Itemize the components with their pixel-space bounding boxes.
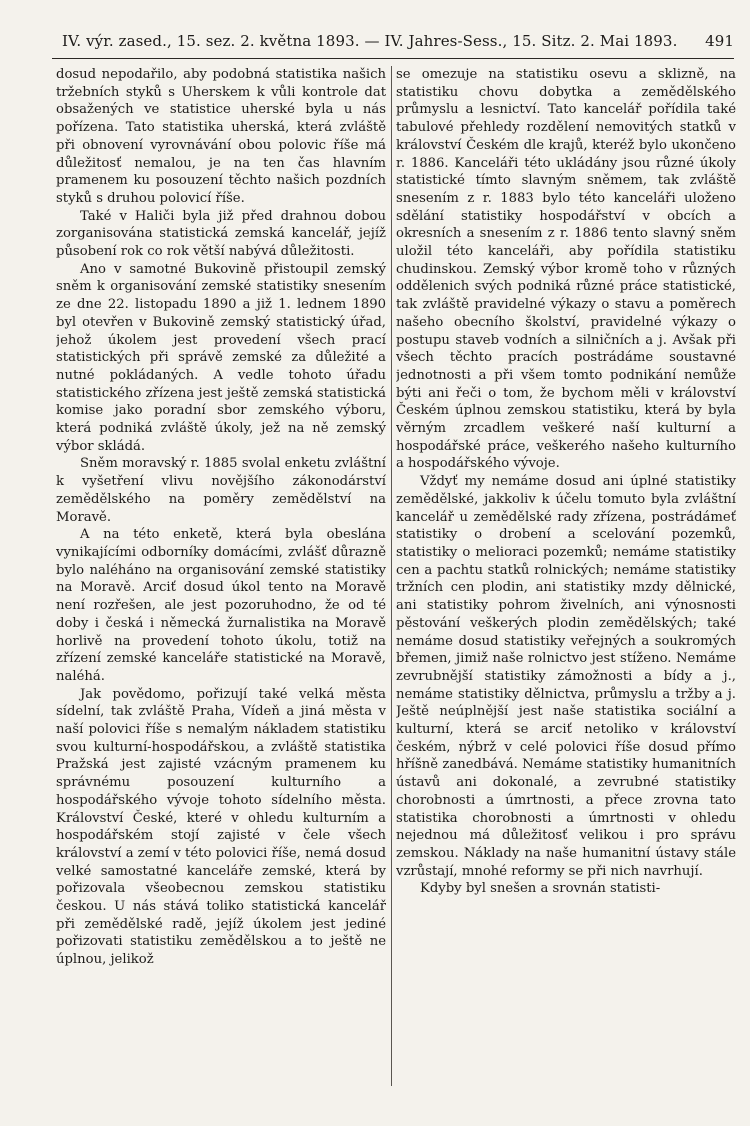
paragraph: A na této enketě, která byla obeslána vynikajícími odborníky domácími, zvlášť důrazně bylo naléháno na organisování zemské statistiky na Moravě. Arciť dosud úkol tento na Moravě není rozřešen, ale jest pozoruhodno, že od té doby i česká i německá žurnalistika na Moravě horlivě na provedení tohoto úkolu, totiž na zřízení zemské kanceláře statistické na Moravě, naléhá. (56, 527, 386, 684)
paragraph: Jak povědomo, pořizují také velká města sídelní, tak zvláště Praha, Vídeň a jiná města v naší polovici říše s nemalým nákladem statistiku svou kulturní-hospodářskou, a zvláště statistika Pražská jest zajisté vzácným pramenem ku správnému posouzení kulturního a hospodářského vývoje tohoto sídelního města. Království České, které v ohledu kulturním a hospodářském stojí zajisté v čele všech království a zemí v této polovici říše, nemá dosud velké samostatné kanceláře zemské, která by pořizovala všeobecnou zemskou statistiku českou. U nás stává toliko statistická kancelář při zemědělské radě, jejíž úkolem jest jediné pořizovati statistiku zemědělskou a to ještě ne úplnou, jelikož (56, 686, 386, 968)
paragraph: Kdyby byl snešen a srovnán statisti- (420, 881, 661, 897)
paragraph: Sněm moravský r. 1885 svolal enketu zvláštní k vyšetření vlivu novějšího zákonodárství zemědělského na poměry zemědělství na Moravě. (56, 456, 386, 525)
right-column (396, 66, 736, 1096)
running-head: IV. výr. zased., 15. sez. 2. května 1893. — IV. Jahres-Sess., 15. Sitz. 2. Mai 1893. (62, 32, 678, 50)
paragraph: Ano v samotné Bukovině přistoupil zemský sněm k organisování zemské statistiky snesením ze dne 22. listopadu 1890 a již 1. lednem 1890 byl otevřen v Bukovině zemský statistický úřad, jehož úkolem jest provedení všech prací statistických při správě zemské za důležité a nutné pokládaných. A vedle tohoto úřadu statistického zřízena jest ještě zemská statistická komise jako poradní sbor zemského výboru, která podniká zvláště úkoly, jež na ně zemský výbor skládá. (56, 261, 386, 454)
left-column (56, 66, 386, 1096)
paragraph: dosud nepodařilo, aby podobná statistika našich tržebních styků s Uherskem k vůli kontrole dat obsažených ve statistice uherské byla u nás pořízena. Tato statistika uherská, která zvláště při obnovení vyrovnávání obou polovic říše má důležitosť nemalou, je na ten čas hlavním pramenem ku posouzení těchto našich pozdních styků s druhou polovicí říše. (56, 67, 386, 206)
header-rule (52, 58, 734, 59)
paragraph: Také v Haliči byla již před drahnou dobou zorganisována statistická zemská kancelář, jejíž působení rok co rok větší nabývá důležitosti. (56, 208, 386, 260)
page-number: 491 (705, 32, 734, 50)
column-divider (391, 66, 392, 1086)
paragraph: se omezuje na statistiku osevu a sklizně, na statistiku chovu dobytka a zemědělského průmyslu a lesnictví. Tato kancelář pořídila také tabulové přehledy rozdělení nemovitých statků v království Českém dle krajů, kteréž bylo ukončeno r. 1886. Kanceláři této ukládány jsou různé úkoly statistické tímto slavným sněmem, tak zvláště snesením z r. 1883 bylo této kanceláři uloženo sdělání statistiky hospodářství v obcích a okresních a snesením z r. 1886 tento slavný sněm uložil této kanceláři, aby pořídila statistiku chudinskou. Zemský výbor kromě toho v různých oddělenich svých podniká různé práce statistické, tak zvláště pravidelné výkazy o stavu a poměrech našeho obecního školství, pravidelné výkazy o postupu staveb vodních a silničních a j. Avšak při všech těchto pracích postrádáme soustavné jednotnosti a při všem tomto podnikání nemůže býti ani řeči o tom, že bychom měli v království Českém úplnou zemskou statistiku, která by byla věrným zrcadlem veškeré naší kulturní a hospodářské práce, veškerého našeho kulturního a hospodářského vývoje. (396, 67, 736, 472)
paragraph: Vždyť my nemáme dosud ani úplné statistiky zemědělské, jakkoliv k účelu tomuto byla zvláštní kancelář u zemědělské rady zřízena, postrádámeť statistiky o drobení a scelování pozemků, statistiky o melioraci pozemků; nemáme statistiky cen a pachtu statků rolnických; nemáme statistiky tržních cen plodin, ani statistiky mzdy dělnické, ani statistiky pohrom živelních, ani výnosnosti pěstování veškerých plodin zemědělských; také nemáme dosud statistiky veřejných a soukromých břemen, jimiž naše rolnictvo jest stíženo. Nemáme zevrubnější statistiky zámožnosti a bídy a j., nemáme statistiky dělnictva, průmyslu a tržby a j. Ještě neúplnější jest naše statistika sociální a kulturní, která se arciť netoliko v království českém, nýbrž v celé polovici říše dosud přímo hříšně zanedbává. Nemáme statistiky humanitních ústavů ani dokonalé, a zevrubné statistiky chorobnosti a úmrtnosti, a přece zrovna tato statistika chorobnosti a úmrtnosti v ohledu nejednou má důležitosť velikou i pro správu zemskou. Náklady na naše humanitní ústavy stále vzrůstají, mnohé reformy se při nich navrhují. (396, 474, 736, 879)
running-header (62, 32, 734, 56)
